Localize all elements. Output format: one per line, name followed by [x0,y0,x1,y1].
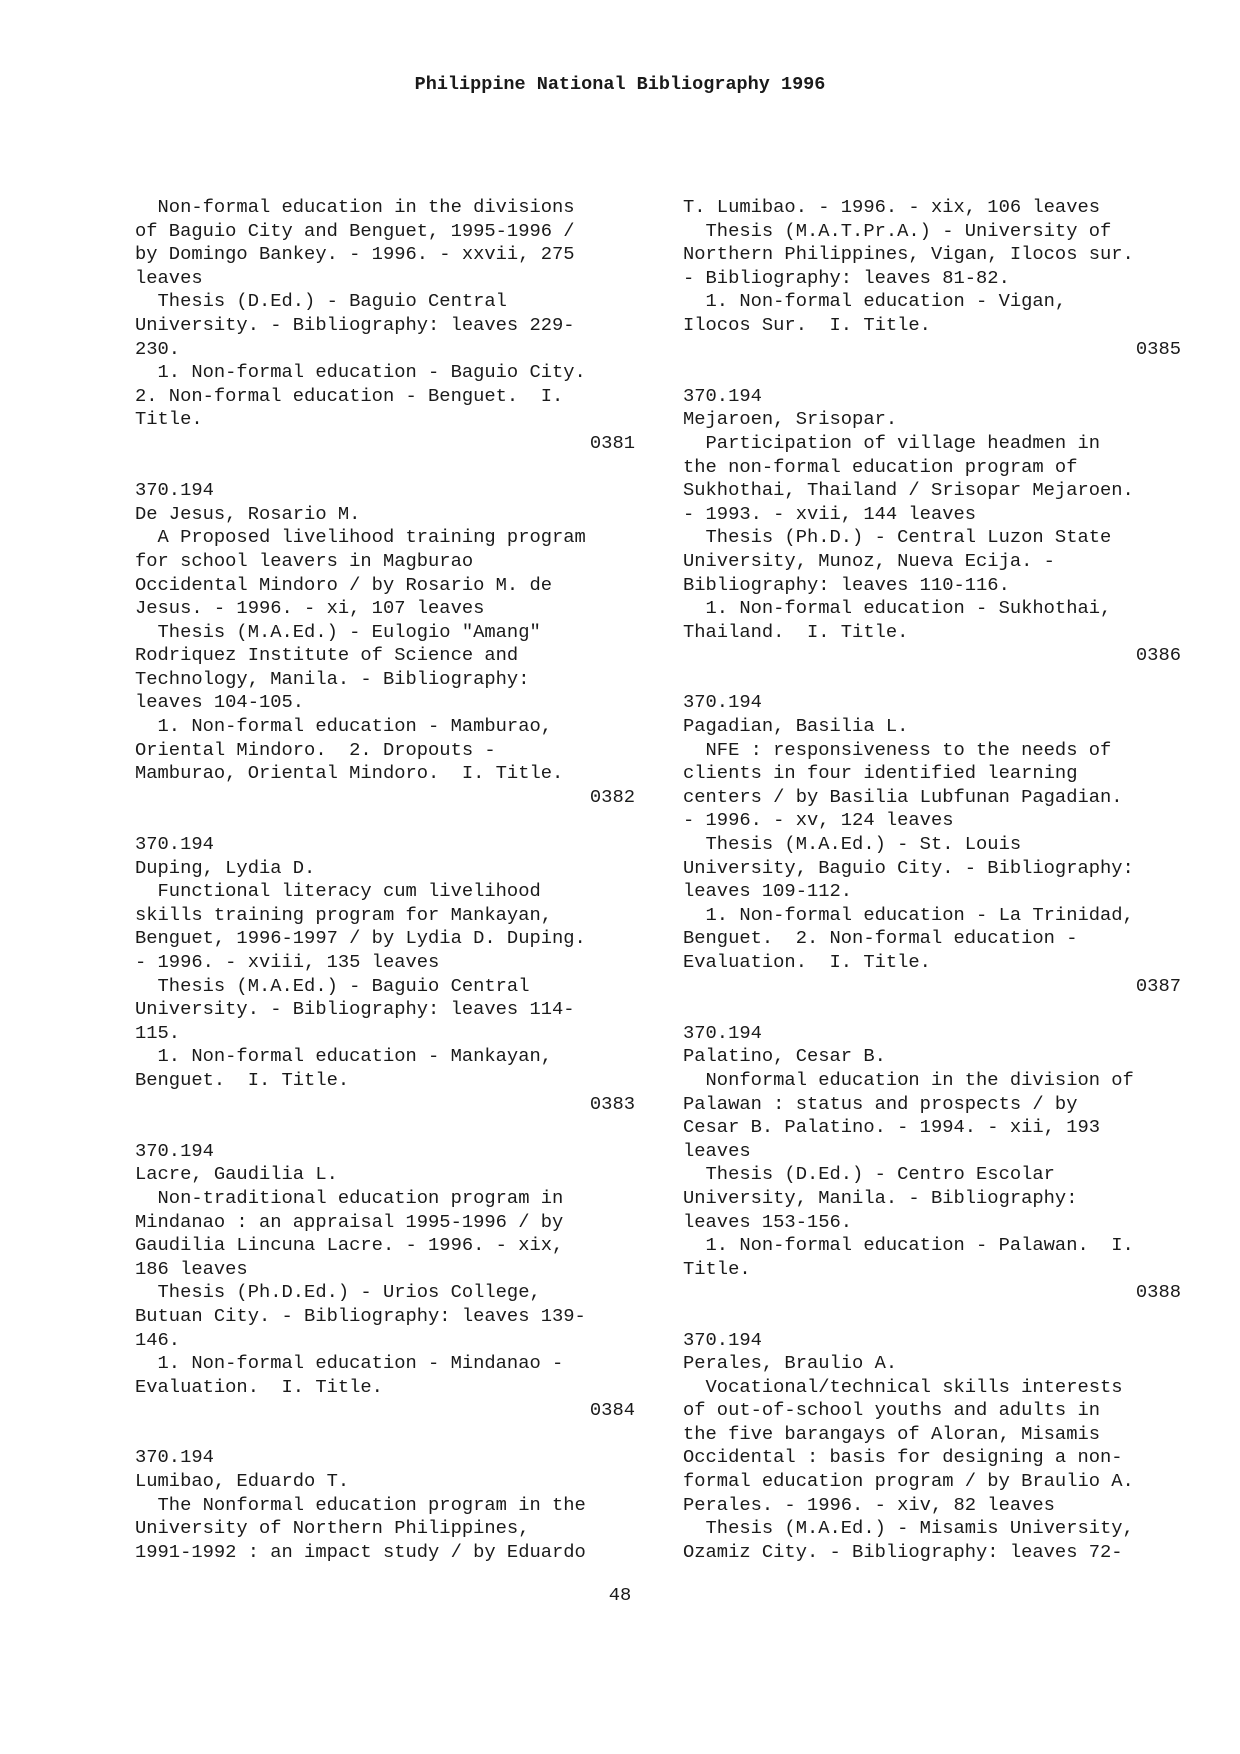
entry-line: Occidental : basis for designing a non- [683,1446,1123,1469]
left-column [135,196,635,1564]
entry-line: Benguet, 1996-1997 / by Lydia D. Duping. [135,927,586,950]
entry-number: 0387 [1135,974,1181,997]
author: Lacre, Gaudilia L. [135,1163,338,1186]
entry-number: 0382 [589,785,635,808]
entry-number: 0383 [589,1092,635,1115]
entry-spacer [135,809,635,833]
entry-line: Ozamiz City. - Bibliography: leaves 72- [683,1540,1123,1563]
entry-line: Cesar B. Palatino. - 1994. - xii, 193 [683,1116,1101,1139]
entry-line: 1. Non-formal education - Mindanao - [135,1352,564,1375]
entry-line: Technology, Manila. - Bibliography: [135,667,530,690]
author: Lumibao, Eduardo T. [135,1470,350,1493]
entry-line: Evaluation. I. Title. [683,951,931,973]
entry-line: leaves 153-156. [683,1210,853,1233]
entry-line: Participation of village headmen in [683,431,1101,454]
entry-line: Benguet. I. Title. [135,1068,350,1091]
entry-line: 1991-1992 : an impact study / by Eduardo [135,1540,586,1563]
entry-line: Perales. - 1996. - xiv, 82 leaves [683,1493,1055,1516]
entry-line: Ilocos Sur. I. Title. [683,313,931,336]
call-number: 370.194 [683,1021,762,1044]
entry-number: 0386 [1135,644,1181,667]
bibliography-entry-0385-start [135,1446,635,1564]
entry-spacer [135,1423,635,1447]
entry-line: Evaluation. I. Title. [135,1375,383,1398]
right-column [683,196,1181,1564]
bibliography-entry-0387 [683,691,1181,998]
entry-line: Oriental Mindoro. 2. Dropouts - [135,738,496,761]
entry-line: Jesus. - 1996. - xi, 107 leaves [135,597,485,620]
entry-line: Thesis (M.A.T.Pr.A.) - University of [683,219,1112,242]
entry-line: Occidental Mindoro / by Rosario M. de [135,573,553,596]
call-number: 370.194 [135,833,214,856]
entry-line: Thesis (Ph.D.) - Central Luzon State [683,526,1112,549]
entry-line: 1. Non-formal education - Palawan. I. [683,1234,1134,1257]
entry-line: A Proposed livelihood training program [135,526,586,549]
entry-line: by Domingo Bankey. - 1996. - xxvii, 275 [135,243,575,266]
entry-line: Mindanao : an appraisal 1995-1996 / by [135,1210,564,1233]
entry-line: Non-formal education in the divisions [135,196,575,218]
entry-line: NFE : responsiveness to the needs of [683,738,1112,761]
author: Palatino, Cesar B. [683,1045,886,1068]
author: Pagadian, Basilia L. [683,715,909,738]
entry-line: University. - Bibliography: leaves 114- [135,998,575,1021]
entry-spacer [683,1305,1181,1329]
page-number: 48 [608,1584,632,1606]
entry-line: 1. Non-formal education - Vigan, [683,290,1067,313]
entry-line: 1. Non-formal education - La Trinidad, [683,903,1134,926]
bibliography-entry-0385-end [683,196,1181,361]
entry-number: 0385 [1135,337,1181,360]
entry-line: 146. [135,1328,181,1351]
entry-line: Butuan City. - Bibliography: leaves 139- [135,1304,586,1327]
entry-line: Rodriquez Institute of Science and [135,644,519,667]
page-title: Philippine National Bibliography 1996 [414,74,826,95]
entry-line: Thesis (M.A.Ed.) - Baguio Central [135,974,530,997]
author: Perales, Braulio A. [683,1352,898,1375]
entry-line: Title. [135,408,203,431]
entry-line: 186 leaves [135,1257,248,1280]
entry-line: Gaudilia Lincuna Lacre. - 1996. - xix, [135,1234,564,1257]
entry-line: the non-formal education program of [683,455,1078,478]
entry-line: 1. Non-formal education - Sukhothai, [683,597,1112,620]
call-number: 370.194 [135,1446,214,1469]
author: De Jesus, Rosario M. [135,502,361,525]
entry-line: Vocational/technical skills interests [683,1375,1123,1398]
entry-line: 1. Non-formal education - Mankayan, [135,1045,553,1068]
bibliography-entry-0386 [683,385,1181,668]
bibliography-entry-0389-start [683,1329,1181,1565]
entry-spacer [683,998,1181,1022]
entry-line: T. Lumibao. - 1996. - xix, 106 leaves [683,196,1101,218]
entry-number: 0381 [589,431,635,454]
entry-line: Thesis (D.Ed.) - Baguio Central [135,290,507,313]
bibliography-entry-0384 [135,1140,635,1423]
entry-line: Thesis (M.A.Ed.) - Misamis University, [683,1517,1134,1540]
entry-line: Northern Philippines, Vigan, Ilocos sur. [683,243,1134,266]
entry-line: leaves 104-105. [135,691,305,714]
entry-line: clients in four identified learning [683,762,1078,785]
entry-line: Thesis (M.A.Ed.) - St. Louis [683,833,1022,856]
entry-line: 230. [135,337,181,360]
entry-line: 1. Non-formal education - Mamburao, [135,715,553,738]
entry-line: The Nonformal education program in the [135,1493,586,1516]
entry-line: of Baguio City and Benguet, 1995-1996 / [135,219,575,242]
entry-line: the five barangays of Aloran, Misamis [683,1422,1101,1445]
entry-line: leaves [135,266,203,289]
entry-line: 1. Non-formal education - Baguio City. [135,361,586,384]
entry-line: Thesis (D.Ed.) - Centro Escolar [683,1163,1055,1186]
entry-line: Thesis (Ph.D.Ed.) - Urios College, [135,1281,541,1304]
entry-line: Sukhothai, Thailand / Srisopar Mejaroen. [683,479,1134,502]
entry-line: Title. [683,1257,751,1280]
entry-line: - 1996. - xviii, 135 leaves [135,951,440,973]
entry-line: for school leavers in Magburao [135,549,474,572]
entry-line: leaves 109-112. [683,880,853,903]
entry-line: - Bibliography: leaves 81-82. [683,266,1010,289]
entry-line: - 1993. - xvii, 144 leaves [683,502,977,525]
entry-line: Mamburao, Oriental Mindoro. I. Title. [135,762,564,785]
entry-spacer [135,1116,635,1140]
entry-line: Palawan : status and prospects / by [683,1092,1078,1115]
entry-line: Thailand. I. Title. [683,620,909,643]
bibliography-entry-0382 [135,479,635,809]
author: Duping, Lydia D. [135,856,316,879]
entry-line: Bibliography: leaves 110-116. [683,573,1010,596]
entry-line: leaves [683,1139,751,1162]
author: Mejaroen, Srisopar. [683,408,898,431]
bibliography-entry-0388 [683,1022,1181,1305]
entry-line: 115. [135,1021,181,1044]
entry-line: University of Northern Philippines, [135,1517,530,1540]
entry-line: of out-of-school youths and adults in [683,1399,1101,1422]
entry-number: 0388 [1135,1281,1181,1304]
entry-number: 0384 [589,1399,635,1422]
entry-line: Benguet. 2. Non-formal education - [683,927,1078,950]
bibliography-entry-0383 [135,833,635,1116]
entry-line: University, Baguio City. - Bibliography: [683,856,1134,879]
bibliography-entry-0381 [135,196,635,456]
entry-spacer [683,361,1181,385]
entry-spacer [683,668,1181,692]
call-number: 370.194 [683,1328,762,1351]
entry-line: centers / by Basilia Lubfunan Pagadian. [683,785,1123,808]
entry-spacer [135,456,635,480]
entry-line: Nonformal education in the division of [683,1068,1134,1091]
call-number: 370.194 [135,479,214,502]
call-number: 370.194 [683,691,762,714]
entry-line: University, Manila. - Bibliography: [683,1186,1078,1209]
entry-line: Non-traditional education program in [135,1186,564,1209]
entry-line: formal education program / by Braulio A. [683,1470,1134,1493]
entry-line: Functional literacy cum livelihood [135,880,541,903]
entry-line: 2. Non-formal education - Benguet. I. [135,384,564,407]
entry-line: Thesis (M.A.Ed.) - Eulogio "Amang" [135,620,541,643]
call-number: 370.194 [135,1139,214,1162]
entry-line: skills training program for Mankayan, [135,903,553,926]
call-number: 370.194 [683,384,762,407]
entry-line: University. - Bibliography: leaves 229- [135,313,575,336]
entry-line: - 1996. - xv, 124 leaves [683,809,954,832]
entry-line: University, Munoz, Nueva Ecija. - [683,549,1055,572]
